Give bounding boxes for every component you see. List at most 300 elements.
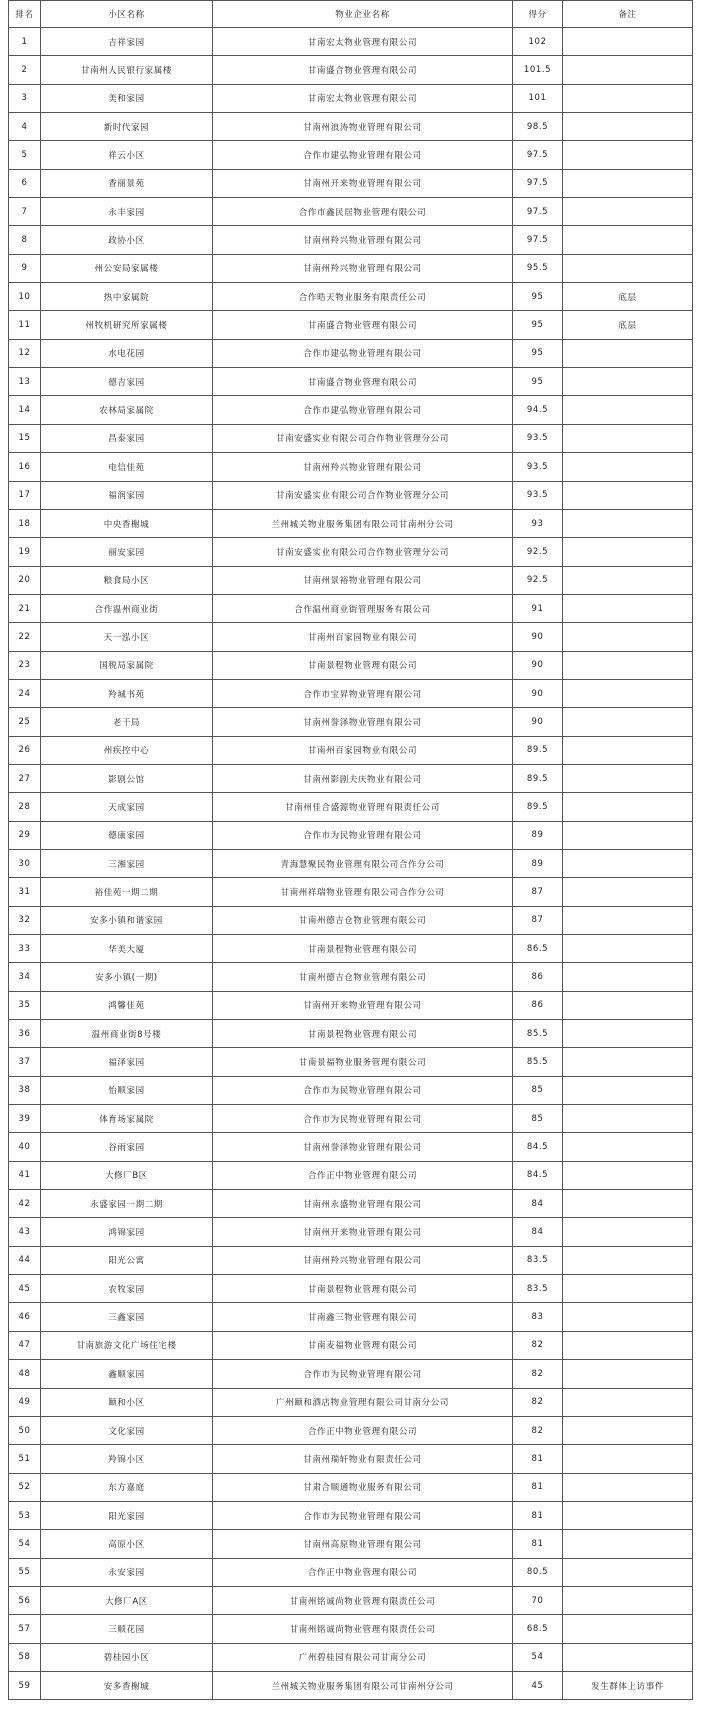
remark-cell: 底层 — [563, 283, 693, 311]
table-row — [9, 1643, 693, 1671]
rank-cell: 14 — [9, 396, 41, 424]
header-rank: 排名 — [9, 1, 41, 28]
company-cell: 合作市建弘物业管理有限公司 — [213, 396, 513, 424]
community-cell: 农牧家园 — [41, 1275, 213, 1303]
table-row — [9, 424, 693, 452]
remark-cell — [563, 1020, 693, 1048]
community-cell: 羚锦小区 — [41, 1445, 213, 1473]
company-cell: 甘南安盛实业有限公司合作物业管理分公司 — [213, 424, 513, 452]
remark-cell — [563, 453, 693, 481]
company-cell: 甘南州浪涛物业管理有限公司 — [213, 113, 513, 141]
table-row — [9, 623, 693, 651]
community-cell: 福润家园 — [41, 481, 213, 509]
score-cell: 82 — [513, 1416, 563, 1444]
company-cell: 甘南州瑞轩物业有限责任公司 — [213, 1445, 513, 1473]
remark-cell — [563, 878, 693, 906]
score-cell: 97.5 — [513, 226, 563, 254]
community-cell: 阳光公寓 — [41, 1246, 213, 1274]
rank-cell: 32 — [9, 906, 41, 934]
table-row — [9, 1048, 693, 1076]
score-cell: 70 — [513, 1586, 563, 1614]
table-body — [9, 28, 693, 1700]
score-cell: 92.5 — [513, 566, 563, 594]
rank-cell: 3 — [9, 84, 41, 112]
remark-cell — [563, 84, 693, 112]
rank-cell: 8 — [9, 226, 41, 254]
rank-cell: 50 — [9, 1416, 41, 1444]
score-cell: 93.5 — [513, 424, 563, 452]
company-cell: 甘南盛合物业管理有限公司 — [213, 368, 513, 396]
rank-cell: 56 — [9, 1586, 41, 1614]
header-community: 小区名称 — [41, 1, 213, 28]
company-cell: 甘南州铭诚尚物业管理有限责任公司 — [213, 1615, 513, 1643]
score-cell: 82 — [513, 1360, 563, 1388]
table-row — [9, 764, 693, 792]
score-cell: 86.5 — [513, 935, 563, 963]
company-cell: 甘南宏太物业管理有限公司 — [213, 28, 513, 56]
company-cell: 甘南州德吉仓物业管理有限公司 — [213, 963, 513, 991]
table-row — [9, 1190, 693, 1218]
rank-cell: 1 — [9, 28, 41, 56]
remark-cell — [563, 651, 693, 679]
community-cell: 永盛家园一期二期 — [41, 1190, 213, 1218]
company-cell: 兰州城关物业服务集团有限公司甘南州分公司 — [213, 509, 513, 537]
table-row — [9, 679, 693, 707]
score-cell: 80.5 — [513, 1558, 563, 1586]
remark-cell — [563, 1445, 693, 1473]
company-cell: 甘南州景裕物业管理有限公司 — [213, 566, 513, 594]
remark-cell — [563, 708, 693, 736]
remark-cell — [563, 1218, 693, 1246]
company-cell: 合作温州商业街管理服务有限公司 — [213, 594, 513, 622]
community-cell: 大修厂A区 — [41, 1586, 213, 1614]
remark-cell — [563, 368, 693, 396]
community-cell: 水电花园 — [41, 339, 213, 367]
table-row — [9, 339, 693, 367]
rank-cell: 22 — [9, 623, 41, 651]
community-cell: 昌泰家园 — [41, 424, 213, 452]
remark-cell — [563, 1303, 693, 1331]
table-row — [9, 1671, 693, 1699]
remark-cell — [563, 764, 693, 792]
score-cell: 82 — [513, 1331, 563, 1359]
table-row — [9, 509, 693, 537]
company-cell: 合作市建弘物业管理有限公司 — [213, 141, 513, 169]
rank-cell: 26 — [9, 736, 41, 764]
rank-cell: 57 — [9, 1615, 41, 1643]
table-row — [9, 1218, 693, 1246]
table-row — [9, 1558, 693, 1586]
company-cell: 合作市为民物业管理有限公司 — [213, 1501, 513, 1529]
remark-cell — [563, 1360, 693, 1388]
rank-cell: 13 — [9, 368, 41, 396]
remark-cell — [563, 396, 693, 424]
header-score: 得分 — [513, 1, 563, 28]
table-row — [9, 481, 693, 509]
company-cell: 甘南景程物业管理有限公司 — [213, 935, 513, 963]
table-row — [9, 935, 693, 963]
remark-cell — [563, 991, 693, 1019]
community-cell: 美和家园 — [41, 84, 213, 112]
community-cell: 高原小区 — [41, 1530, 213, 1558]
score-cell: 87 — [513, 878, 563, 906]
remark-cell — [563, 28, 693, 56]
remark-cell — [563, 1190, 693, 1218]
score-cell: 89 — [513, 821, 563, 849]
remark-cell — [563, 906, 693, 934]
score-cell: 89.5 — [513, 764, 563, 792]
table-row — [9, 254, 693, 282]
score-cell: 97.5 — [513, 141, 563, 169]
rank-cell: 48 — [9, 1360, 41, 1388]
table-row — [9, 311, 693, 339]
score-cell: 81 — [513, 1501, 563, 1529]
score-cell: 89.5 — [513, 736, 563, 764]
remark-cell — [563, 963, 693, 991]
community-cell: 碧桂园小区 — [41, 1643, 213, 1671]
community-cell: 鸿馨佳苑 — [41, 991, 213, 1019]
remark-cell — [563, 736, 693, 764]
table-row — [9, 708, 693, 736]
table-row — [9, 141, 693, 169]
score-cell: 84 — [513, 1190, 563, 1218]
company-cell: 兰州城关物业服务集团有限公司甘南州分公司 — [213, 1671, 513, 1699]
table-row — [9, 1331, 693, 1359]
company-cell: 合作市鑫民居物业管理有限公司 — [213, 198, 513, 226]
rank-cell: 27 — [9, 764, 41, 792]
rank-cell: 12 — [9, 339, 41, 367]
remark-cell — [563, 935, 693, 963]
score-cell: 93.5 — [513, 481, 563, 509]
score-cell: 93 — [513, 509, 563, 537]
rank-cell: 31 — [9, 878, 41, 906]
company-cell: 合作正中物业管理有限公司 — [213, 1416, 513, 1444]
community-cell: 颐和小区 — [41, 1388, 213, 1416]
remark-cell — [563, 1133, 693, 1161]
table-row — [9, 1133, 693, 1161]
score-cell: 83.5 — [513, 1275, 563, 1303]
remark-cell — [563, 1643, 693, 1671]
company-cell: 合作正中物业管理有限公司 — [213, 1161, 513, 1189]
remark-cell — [563, 113, 693, 141]
rank-cell: 10 — [9, 283, 41, 311]
remark-cell — [563, 594, 693, 622]
company-cell: 甘南州百家园物业有限公司 — [213, 736, 513, 764]
table-row — [9, 878, 693, 906]
table-row — [9, 1076, 693, 1104]
rank-cell: 23 — [9, 651, 41, 679]
rank-cell: 7 — [9, 198, 41, 226]
company-cell: 甘南鑫三物业管理有限公司 — [213, 1303, 513, 1331]
community-cell: 福泽家园 — [41, 1048, 213, 1076]
score-cell: 85.5 — [513, 1048, 563, 1076]
remark-cell — [563, 1161, 693, 1189]
score-cell: 90 — [513, 679, 563, 707]
community-cell: 羚城书苑 — [41, 679, 213, 707]
score-cell: 95 — [513, 339, 563, 367]
remark-cell — [563, 141, 693, 169]
community-cell: 甘南旅游文化广场住宅楼 — [41, 1331, 213, 1359]
remark-cell — [563, 198, 693, 226]
rank-cell: 41 — [9, 1161, 41, 1189]
table-row — [9, 169, 693, 197]
company-cell: 甘南州誉泽物业管理有限公司 — [213, 708, 513, 736]
remark-cell — [563, 1558, 693, 1586]
community-cell: 丽安家园 — [41, 538, 213, 566]
score-cell: 95 — [513, 311, 563, 339]
company-cell: 甘南州羚兴物业管理有限公司 — [213, 453, 513, 481]
score-cell: 90 — [513, 651, 563, 679]
remark-cell — [563, 821, 693, 849]
table-row — [9, 226, 693, 254]
table-row — [9, 1388, 693, 1416]
remark-cell — [563, 1048, 693, 1076]
rank-cell: 25 — [9, 708, 41, 736]
score-cell: 89.5 — [513, 793, 563, 821]
remark-cell — [563, 1331, 693, 1359]
table-row — [9, 594, 693, 622]
company-cell: 甘南盛合物业管理有限公司 — [213, 56, 513, 84]
score-cell: 90 — [513, 708, 563, 736]
table-row — [9, 28, 693, 56]
community-cell: 华美大厦 — [41, 935, 213, 963]
rank-cell: 2 — [9, 56, 41, 84]
score-cell: 95 — [513, 368, 563, 396]
community-cell: 安多香榭城 — [41, 1671, 213, 1699]
company-cell: 甘南州誉泽物业管理有限公司 — [213, 1133, 513, 1161]
remark-cell — [563, 1388, 693, 1416]
company-cell: 甘南州德吉仓物业管理有限公司 — [213, 906, 513, 934]
remark-cell — [563, 1615, 693, 1643]
rank-cell: 52 — [9, 1473, 41, 1501]
company-cell: 甘南州祥瑞物业管理有限公司合作分公司 — [213, 878, 513, 906]
remark-cell — [563, 1501, 693, 1529]
company-cell: 合作市建弘物业管理有限公司 — [213, 339, 513, 367]
community-cell: 农林局家属院 — [41, 396, 213, 424]
table-row — [9, 1246, 693, 1274]
score-cell: 102 — [513, 28, 563, 56]
score-cell: 68.5 — [513, 1615, 563, 1643]
company-cell: 甘南景程物业管理有限公司 — [213, 1020, 513, 1048]
company-cell: 甘南州羚兴物业管理有限公司 — [213, 226, 513, 254]
community-cell: 州疾控中心 — [41, 736, 213, 764]
remark-cell — [563, 793, 693, 821]
rank-cell: 24 — [9, 679, 41, 707]
community-cell: 合作温州商业街 — [41, 594, 213, 622]
remark-cell — [563, 56, 693, 84]
rank-cell: 17 — [9, 481, 41, 509]
table-row — [9, 1530, 693, 1558]
table-row — [9, 368, 693, 396]
remark-cell — [563, 169, 693, 197]
company-cell: 甘南州铭诚尚物业管理有限责任公司 — [213, 1586, 513, 1614]
rank-cell: 33 — [9, 935, 41, 963]
community-cell: 祥云小区 — [41, 141, 213, 169]
table-row — [9, 84, 693, 112]
score-cell: 97.5 — [513, 198, 563, 226]
rank-cell: 53 — [9, 1501, 41, 1529]
table-row — [9, 736, 693, 764]
score-cell: 84.5 — [513, 1161, 563, 1189]
community-cell: 大修厂B区 — [41, 1161, 213, 1189]
score-cell: 81 — [513, 1530, 563, 1558]
community-cell: 德康家园 — [41, 821, 213, 849]
rank-cell: 4 — [9, 113, 41, 141]
remark-cell — [563, 1105, 693, 1133]
rank-cell: 11 — [9, 311, 41, 339]
table-header — [9, 1, 693, 28]
company-cell: 广州颐和酒店物业管理有限公司甘南分公司 — [213, 1388, 513, 1416]
community-cell: 谷雨家园 — [41, 1133, 213, 1161]
rank-cell: 42 — [9, 1190, 41, 1218]
table-row — [9, 651, 693, 679]
table-row — [9, 396, 693, 424]
remark-cell — [563, 538, 693, 566]
community-cell: 怡顺家园 — [41, 1076, 213, 1104]
community-cell: 三鑫家园 — [41, 1303, 213, 1331]
score-cell: 95 — [513, 283, 563, 311]
score-cell: 101 — [513, 84, 563, 112]
company-cell: 甘南州开来物业管理有限公司 — [213, 169, 513, 197]
rank-cell: 29 — [9, 821, 41, 849]
company-cell: 甘南安盛实业有限公司合作物业管理分公司 — [213, 481, 513, 509]
rank-cell: 5 — [9, 141, 41, 169]
table-row — [9, 1020, 693, 1048]
community-cell: 鸿锦家园 — [41, 1218, 213, 1246]
community-cell: 热中家属院 — [41, 283, 213, 311]
rank-cell: 44 — [9, 1246, 41, 1274]
table-row — [9, 1105, 693, 1133]
remark-cell — [563, 509, 693, 537]
company-cell: 合作市宝昇物业管理有限公司 — [213, 679, 513, 707]
score-cell: 82 — [513, 1388, 563, 1416]
table-row — [9, 793, 693, 821]
rank-cell: 47 — [9, 1331, 41, 1359]
rank-cell: 59 — [9, 1671, 41, 1699]
community-cell: 香丽景苑 — [41, 169, 213, 197]
score-cell: 81 — [513, 1445, 563, 1473]
score-cell: 86 — [513, 963, 563, 991]
table-row — [9, 538, 693, 566]
community-cell: 德吉家园 — [41, 368, 213, 396]
rank-cell: 28 — [9, 793, 41, 821]
company-cell: 广州碧桂园有限公司甘南分公司 — [213, 1643, 513, 1671]
rank-cell: 40 — [9, 1133, 41, 1161]
table-row — [9, 1360, 693, 1388]
score-cell: 101.5 — [513, 56, 563, 84]
rank-cell: 9 — [9, 254, 41, 282]
score-cell: 98.5 — [513, 113, 563, 141]
table-row — [9, 1473, 693, 1501]
community-cell: 国税局家属院 — [41, 651, 213, 679]
table-row — [9, 906, 693, 934]
remark-cell — [563, 254, 693, 282]
community-cell: 影剧公馆 — [41, 764, 213, 792]
company-cell: 合作正中物业管理有限公司 — [213, 1558, 513, 1586]
company-cell: 合作晧天物业服务有限责任公司 — [213, 283, 513, 311]
community-cell: 鑫顺家园 — [41, 1360, 213, 1388]
community-cell: 体育场家属院 — [41, 1105, 213, 1133]
rank-cell: 37 — [9, 1048, 41, 1076]
remark-cell: 底层 — [563, 311, 693, 339]
community-cell: 天成家园 — [41, 793, 213, 821]
table-row — [9, 963, 693, 991]
table-row — [9, 1416, 693, 1444]
company-cell: 甘肃合顺通物业服务有限公司 — [213, 1473, 513, 1501]
rank-cell: 45 — [9, 1275, 41, 1303]
score-cell: 92.5 — [513, 538, 563, 566]
company-cell: 甘南州高原物业管理有限公司 — [213, 1530, 513, 1558]
remark-cell — [563, 481, 693, 509]
table-row — [9, 849, 693, 877]
ranking-table — [8, 0, 693, 1700]
table-row — [9, 283, 693, 311]
rank-cell: 54 — [9, 1530, 41, 1558]
community-cell: 老干局 — [41, 708, 213, 736]
score-cell: 84 — [513, 1218, 563, 1246]
score-cell: 85 — [513, 1105, 563, 1133]
company-cell: 甘南州百家园物业有限公司 — [213, 623, 513, 651]
score-cell: 81 — [513, 1473, 563, 1501]
table-row — [9, 113, 693, 141]
community-cell: 州牧机研究所家属楼 — [41, 311, 213, 339]
community-cell: 安多小镇(一期) — [41, 963, 213, 991]
company-cell: 甘南州佳合盛源物业管理有限责任公司 — [213, 793, 513, 821]
remark-cell — [563, 679, 693, 707]
company-cell: 甘南州羚兴物业管理有限公司 — [213, 254, 513, 282]
community-cell: 州公安局家属楼 — [41, 254, 213, 282]
table-row — [9, 453, 693, 481]
rank-cell: 38 — [9, 1076, 41, 1104]
score-cell: 97.5 — [513, 169, 563, 197]
score-cell: 85.5 — [513, 1020, 563, 1048]
company-cell: 甘南宏太物业管理有限公司 — [213, 84, 513, 112]
company-cell: 甘南安盛实业有限公司合作物业管理分公司 — [213, 538, 513, 566]
remark-cell — [563, 424, 693, 452]
rank-cell: 15 — [9, 424, 41, 452]
rank-cell: 19 — [9, 538, 41, 566]
rank-cell: 46 — [9, 1303, 41, 1331]
rank-cell: 35 — [9, 991, 41, 1019]
table-row — [9, 1445, 693, 1473]
table-row — [9, 56, 693, 84]
rank-cell: 18 — [9, 509, 41, 537]
community-cell: 新时代家园 — [41, 113, 213, 141]
remark-cell — [563, 1473, 693, 1501]
remark-cell — [563, 1246, 693, 1274]
community-cell: 政协小区 — [41, 226, 213, 254]
rank-cell: 16 — [9, 453, 41, 481]
table-row — [9, 566, 693, 594]
header-remark: 备注 — [563, 1, 693, 28]
score-cell: 93.5 — [513, 453, 563, 481]
table-row — [9, 991, 693, 1019]
community-cell: 甘南州人民银行家属楼 — [41, 56, 213, 84]
remark-cell — [563, 226, 693, 254]
community-cell: 阳光家园 — [41, 1501, 213, 1529]
table-row — [9, 1501, 693, 1529]
score-cell: 91 — [513, 594, 563, 622]
company-cell: 甘南景福物业服务管理有限公司 — [213, 1048, 513, 1076]
score-cell: 84.5 — [513, 1133, 563, 1161]
rank-cell: 34 — [9, 963, 41, 991]
remark-cell — [563, 566, 693, 594]
community-cell: 永丰家园 — [41, 198, 213, 226]
company-cell: 甘南麦福物业管理有限公司 — [213, 1331, 513, 1359]
table-row — [9, 1275, 693, 1303]
community-cell: 电信佳苑 — [41, 453, 213, 481]
score-cell: 83.5 — [513, 1246, 563, 1274]
